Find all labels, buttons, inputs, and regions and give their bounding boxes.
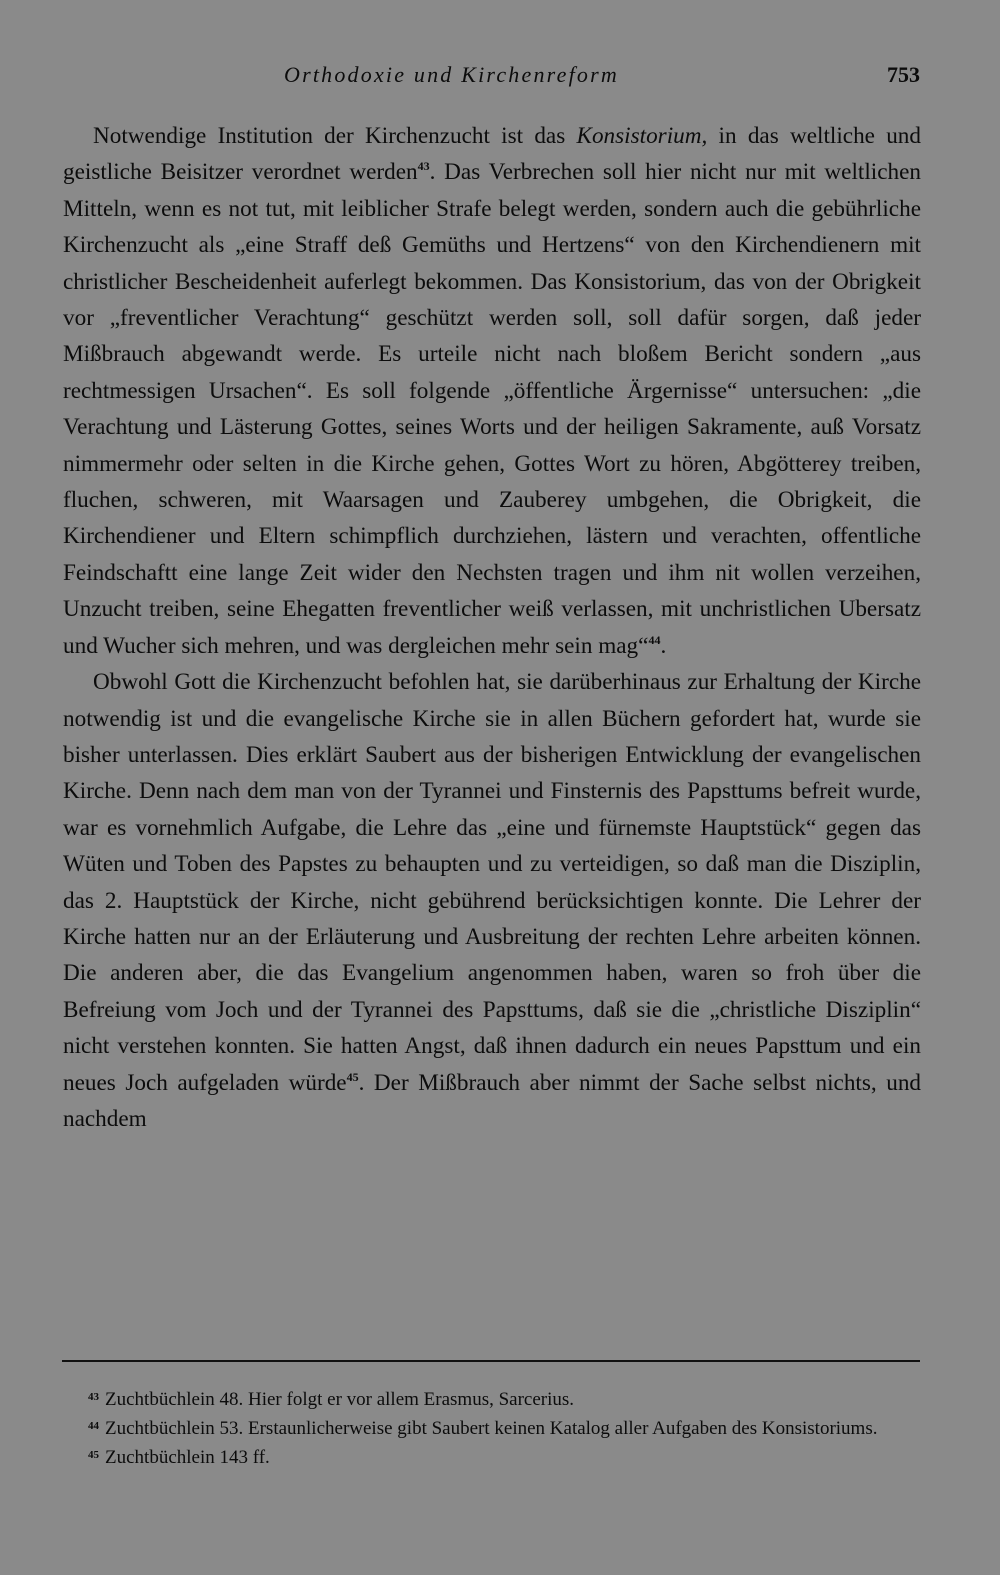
footnote-text: Zuchtbüchlein 143 ff. — [105, 1447, 270, 1468]
page-number: 753 — [887, 62, 920, 87]
main-text — [63, 118, 921, 1137]
footnote-mark: 44 — [88, 1420, 99, 1432]
footnote-43 — [63, 1384, 921, 1413]
footnote-text: Zuchtbüchlein 48. Hier folgt er vor allem Erasmus, Sarcerius. — [105, 1389, 575, 1410]
footnote-mark: 43 — [88, 1391, 99, 1403]
footnotes — [63, 1384, 921, 1471]
footnote-45 — [63, 1442, 921, 1471]
footnote-ref-45: 45 — [346, 1069, 359, 1084]
footnote-divider — [62, 1360, 920, 1362]
paragraph-2-rest: . Der Mißbrauch aber nimmt der Sache selbst nichts, und nachdem — [63, 1069, 922, 1132]
footnote-mark: 45 — [88, 1449, 99, 1461]
page-header — [62, 62, 922, 96]
running-title: Orthodoxie und Kirchenreform — [284, 62, 619, 87]
paragraph-1-intro: Notwendige Institution der Kirchenzucht ist das — [93, 123, 577, 149]
paragraph-2-text: Obwohl Gott die Kirchenzucht befohlen hat, sie darüberhinaus zur Erhaltung der Kirche notwendig ist und die evangelische Kirche sie in allen Büchern gefordert hat, wurde sie bisher unterlassen. Dies erklärt Saubert aus der bisherigen Entwicklung der evangelischen Kirche. Denn nach dem man von der Tyrannei und Finsternis des Papsttums befreit wurde, war es vornehmlich Aufgabe, die Lehre das „eine und fürnemste Hauptstück“ gegen das Wüten und Toben des Papstes zu behaupten und zu verteidigen, so daß man die Disziplin, das 2. Hauptstück der Kirche, nicht gebührend berücksichtigen konnte. Die Lehrer der Kirche hatten nur an der Erläuterung und Ausbreitung der rechten Lehre arbeiten können. Die anderen aber, die das Evangelium angenommen haben, waren so froh über die Befreiung vom Joch und der Tyrannei des Papsttums, daß sie die „christliche Disziplin“ nicht verstehen konnten. Sie hatten Angst, daß ihnen dadurch ein neues Papsttum und ein neues Joch aufgeladen würde — [63, 669, 921, 1096]
footnote-text: Zuchtbüchlein 53. Erstaunlicherweise gibt Saubert keinen Katalog aller Aufgaben des Konsistoriums. — [105, 1418, 878, 1439]
footnote-ref-44: 44 — [648, 632, 661, 647]
paragraph-1-end: . — [660, 632, 667, 659]
footnote-44 — [63, 1413, 921, 1442]
paragraph-1-cont: in das weltliche und geistliche Beisitzer verordnet werden — [63, 123, 921, 186]
emphasis-konsistorium: Konsistorium, — [576, 123, 708, 149]
footnote-ref-43: 43 — [417, 159, 430, 174]
paragraph-2 — [63, 664, 921, 1137]
paragraph-1 — [63, 118, 921, 664]
paragraph-1-rest: . Das Verbrechen soll hier nicht nur mit weltlichen Mitteln, wenn es not tut, mit leiblicher Strafe belegt werden, sondern auch die gebührliche Kirchenzucht als „eine Straff deß Gemüths und Hertzens“ von den Kirchendienern mit christlicher Bescheidenheit auferlegt bekommen. Das Konsistorium, das von der Obrigkeit vor „freventlicher Verachtung“ geschützt werden soll, soll dafür sorgen, daß jeder Mißbrauch abgewandt werde. Es urteile nicht nach bloßem Bericht sondern „aus rechtmessigen Ursachen“. Es soll folgende „öffentliche Ärgernisse“ untersuchen: „die Verachtung und Lästerung Gottes, seines Worts und der heiligen Sakramente, auß Vorsatz nimmermehr oder selten in die Kirche gehen, Gottes Wort zu hören, Abgötterey treiben, fluchen, schweren, mit Waarsagen und Zauberey umbgehen, die Obrigkeit, die Kirchendiener und Eltern schimpflich durchziehen, lästern und verachten, offentliche Feindschaftt eine lange Zeit wider den Nechsten tragen und ihm nit wollen verzeihen, Unzucht treiben, seine Ehegatten freventlicher weiß verlassen, mit unchristlichen Ubersatz und Wucher sich mehren, und was dergleichen mehr sein mag“ — [63, 159, 921, 659]
